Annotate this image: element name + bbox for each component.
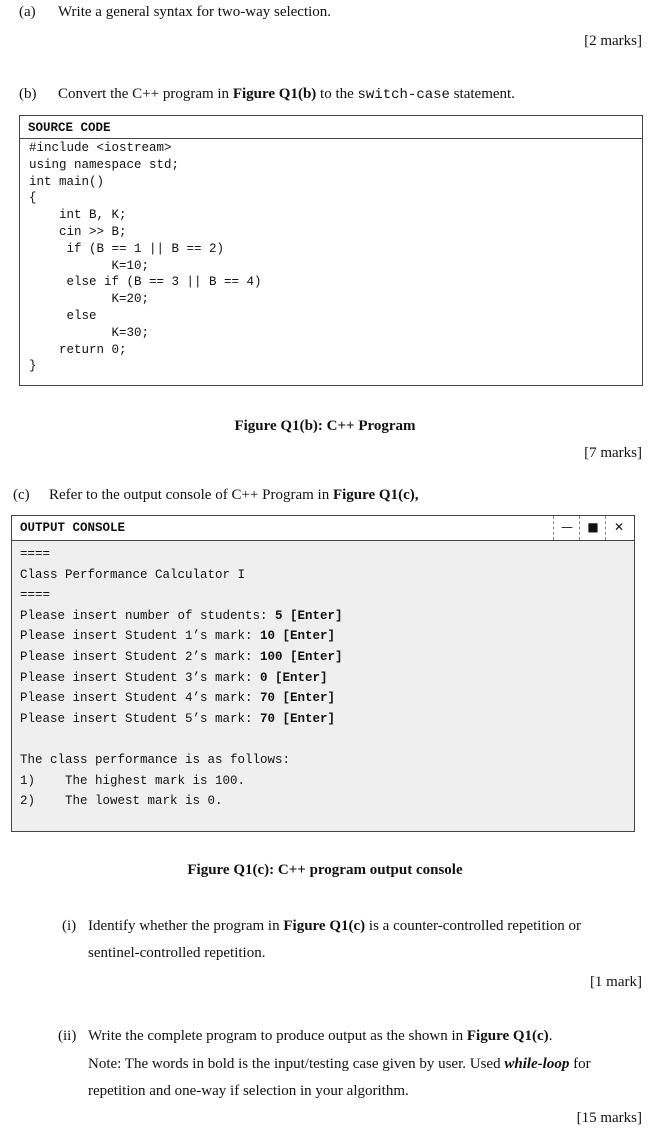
question-ci-marks: [1 mark] [589,974,642,990]
question-a-marks: [2 marks] [584,33,642,49]
maximize-icon[interactable]: ■ [579,516,606,540]
question-cii-text: Write the complete program to produce output as the shown in Figure Q1(c). [88,1028,553,1044]
figure-q1b-caption: Figure Q1(b): C++ Program [234,418,416,434]
console-line [20,711,335,727]
console-line [20,608,343,624]
source-code-listing: #include <iostream> using namespace std; int main() { int B, K; cin >> B; if (B == 1 || B == 2) K=10; else if (B == 3 || B == 4) K=20; else K=30; return 0; } [29,141,262,374]
console-line: The class performance is as follows: [20,753,291,767]
question-ci-label: (i) [62,918,77,934]
question-b-text: Convert the C++ program in Figure Q1(b) to the switch-case statement. [58,86,515,103]
console-prompt: Please insert Student 2’s mark: [20,650,261,664]
figure-q1c-caption: Figure Q1(c): C++ program output console [187,862,463,878]
figure-reference: Figure Q1(b) [232,86,317,102]
question-b-marks: [7 marks] [584,445,642,461]
console-prompt: Please insert Student 5’s mark: [20,711,261,726]
output-console-window [11,515,635,832]
question-c-text: Refer to the output console of C++ Program in Figure Q1(c), [49,487,419,503]
question-cii-label: (ii) [58,1028,77,1044]
question-ci-text-line2: sentinel-controlled repetition. [88,945,266,961]
console-user-input: 70 [Enter] [260,691,336,706]
console-line [20,649,343,665]
console-user-input: 0 [Enter] [260,670,328,685]
console-line: Class Performance Calculator I [20,567,246,582]
console-line: ==== [20,547,51,561]
console-line: ==== [20,588,51,603]
question-a-label: (a) [19,4,36,20]
minimize-icon[interactable]: — [553,516,580,540]
console-line [20,628,335,644]
console-prompt: Please insert Student 1’s mark: [20,629,261,644]
question-a-text: Write a general syntax for two-way selection. [58,4,332,20]
console-line [20,670,328,686]
figure-reference: Figure Q1(c), [332,487,419,503]
question-b-label: (b) [19,86,37,102]
question-cii-note-line2: repetition and one-way if selection in your algorithm. [88,1083,409,1099]
console-line: 1) The highest mark is 100. [20,773,246,788]
source-code-title: SOURCE CODE [20,116,642,139]
console-user-input: 70 [Enter] [260,711,336,726]
console-titlebar [12,516,634,541]
question-c-label: (c) [13,487,30,503]
console-user-input: 100 [Enter] [260,650,343,664]
figure-reference: Figure Q1(c) [466,1028,549,1044]
question-ci-text: Identify whether the program in Figure Q1(c) is a counter-controlled repetition or [88,918,582,934]
figure-reference: Figure Q1(c) [283,918,366,934]
console-user-input: 5 [Enter] [275,608,343,623]
console-prompt: Please insert Student 4’s mark: [20,691,261,706]
question-cii-marks: [15 marks] [576,1110,642,1126]
while-loop-emphasis: while-loop [504,1056,570,1072]
console-prompt: Please insert number of students: [20,608,276,623]
source-code-box [19,115,643,386]
console-line: 2) The lowest mark is 0. [20,794,223,809]
question-cii-note: Note: The words in bold is the input/testing case given by user. Used while-loop for [88,1056,591,1072]
switch-case-keyword: switch-case [357,87,450,103]
close-icon[interactable]: ✕ [605,516,632,540]
console-title: OUTPUT CONSOLE [20,521,126,535]
console-prompt: Please insert Student 3’s mark: [20,670,261,685]
console-user-input: 10 [Enter] [260,629,336,644]
console-line [20,690,335,706]
